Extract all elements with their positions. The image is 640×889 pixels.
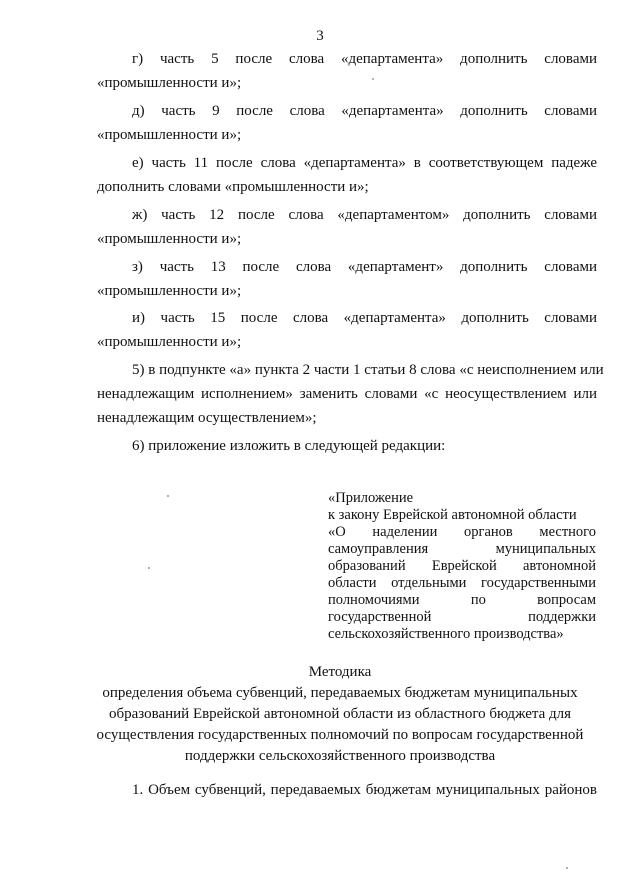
- appendix-line-5: образований Еврейской автономной: [328, 558, 596, 574]
- item-g-line-2: «промышленности и»;: [97, 75, 242, 91]
- point-5-line-2: ненадлежащим исполнением» заменить словами «с неосуществлением или: [97, 386, 597, 402]
- method-subtitle-line-2: образований Еврейской автономной области из областного бюджета для: [108, 706, 572, 722]
- item-z-line-2: «промышленности и»;: [97, 283, 242, 299]
- scan-speck: [372, 78, 374, 80]
- page-number: 3: [316, 28, 324, 44]
- appendix-line-2: к закону Еврейской автономной области: [328, 507, 577, 523]
- appendix-line-1: «Приложение: [328, 490, 414, 506]
- item-zh-line-1: ж) часть 12 после слова «департаментом» дополнить словами: [132, 207, 597, 223]
- item-g-line-1: г) часть 5 после слова «департамента» дополнить словами: [132, 51, 597, 67]
- point-5-line-1: 5) в подпункте «а» пункта 2 части 1 статьи 8 слова «с неисполнением или: [132, 362, 604, 378]
- item-d-line-1: д) часть 9 после слова «департамента» дополнить словами: [132, 103, 597, 119]
- method-title: Методика: [308, 664, 372, 680]
- method-subtitle-line-4: поддержки сельскохозяйственного производства: [184, 748, 496, 764]
- scan-speck: [167, 495, 169, 497]
- item-i-line-1: и) часть 15 после слова «департамента» дополнить словами: [132, 310, 597, 326]
- item-z-line-1: з) часть 13 после слова «департамент» дополнить словами: [132, 259, 597, 275]
- item-d-line-2: «промышленности и»;: [97, 127, 242, 143]
- point-6: 6) приложение изложить в следующей редакции:: [132, 438, 446, 454]
- appendix-line-9: сельскохозяйственного производства»: [328, 626, 564, 642]
- appendix-line-4: самоуправления муниципальных: [328, 541, 596, 557]
- method-subtitle-line-3: осуществления государственных полномочий по вопросам государственной: [96, 727, 584, 743]
- point-1-line-1: 1. Объем субвенций, передаваемых бюджетам муниципальных районов: [132, 782, 597, 798]
- item-i-line-2: «промышленности и»;: [97, 334, 242, 350]
- method-subtitle-line-1: определения объема субвенций, передаваемых бюджетам муниципальных: [102, 685, 578, 701]
- point-5-line-3: ненадлежащим осуществлением»;: [97, 410, 317, 426]
- appendix-line-6: области отдельными государственными: [328, 575, 596, 591]
- item-zh-line-2: «промышленности и»;: [97, 231, 242, 247]
- appendix-line-7: полномочиями по вопросам: [328, 592, 596, 608]
- scan-speck: [566, 867, 568, 869]
- appendix-line-3: «О наделении органов местного: [328, 524, 596, 540]
- scan-speck: [148, 567, 150, 569]
- item-e-line-2: дополнить словами «промышленности и»;: [97, 179, 369, 195]
- item-e-line-1: е) часть 11 после слова «департамента» в соответствующем падеже: [132, 155, 597, 171]
- appendix-line-8: государственной поддержки: [328, 609, 596, 625]
